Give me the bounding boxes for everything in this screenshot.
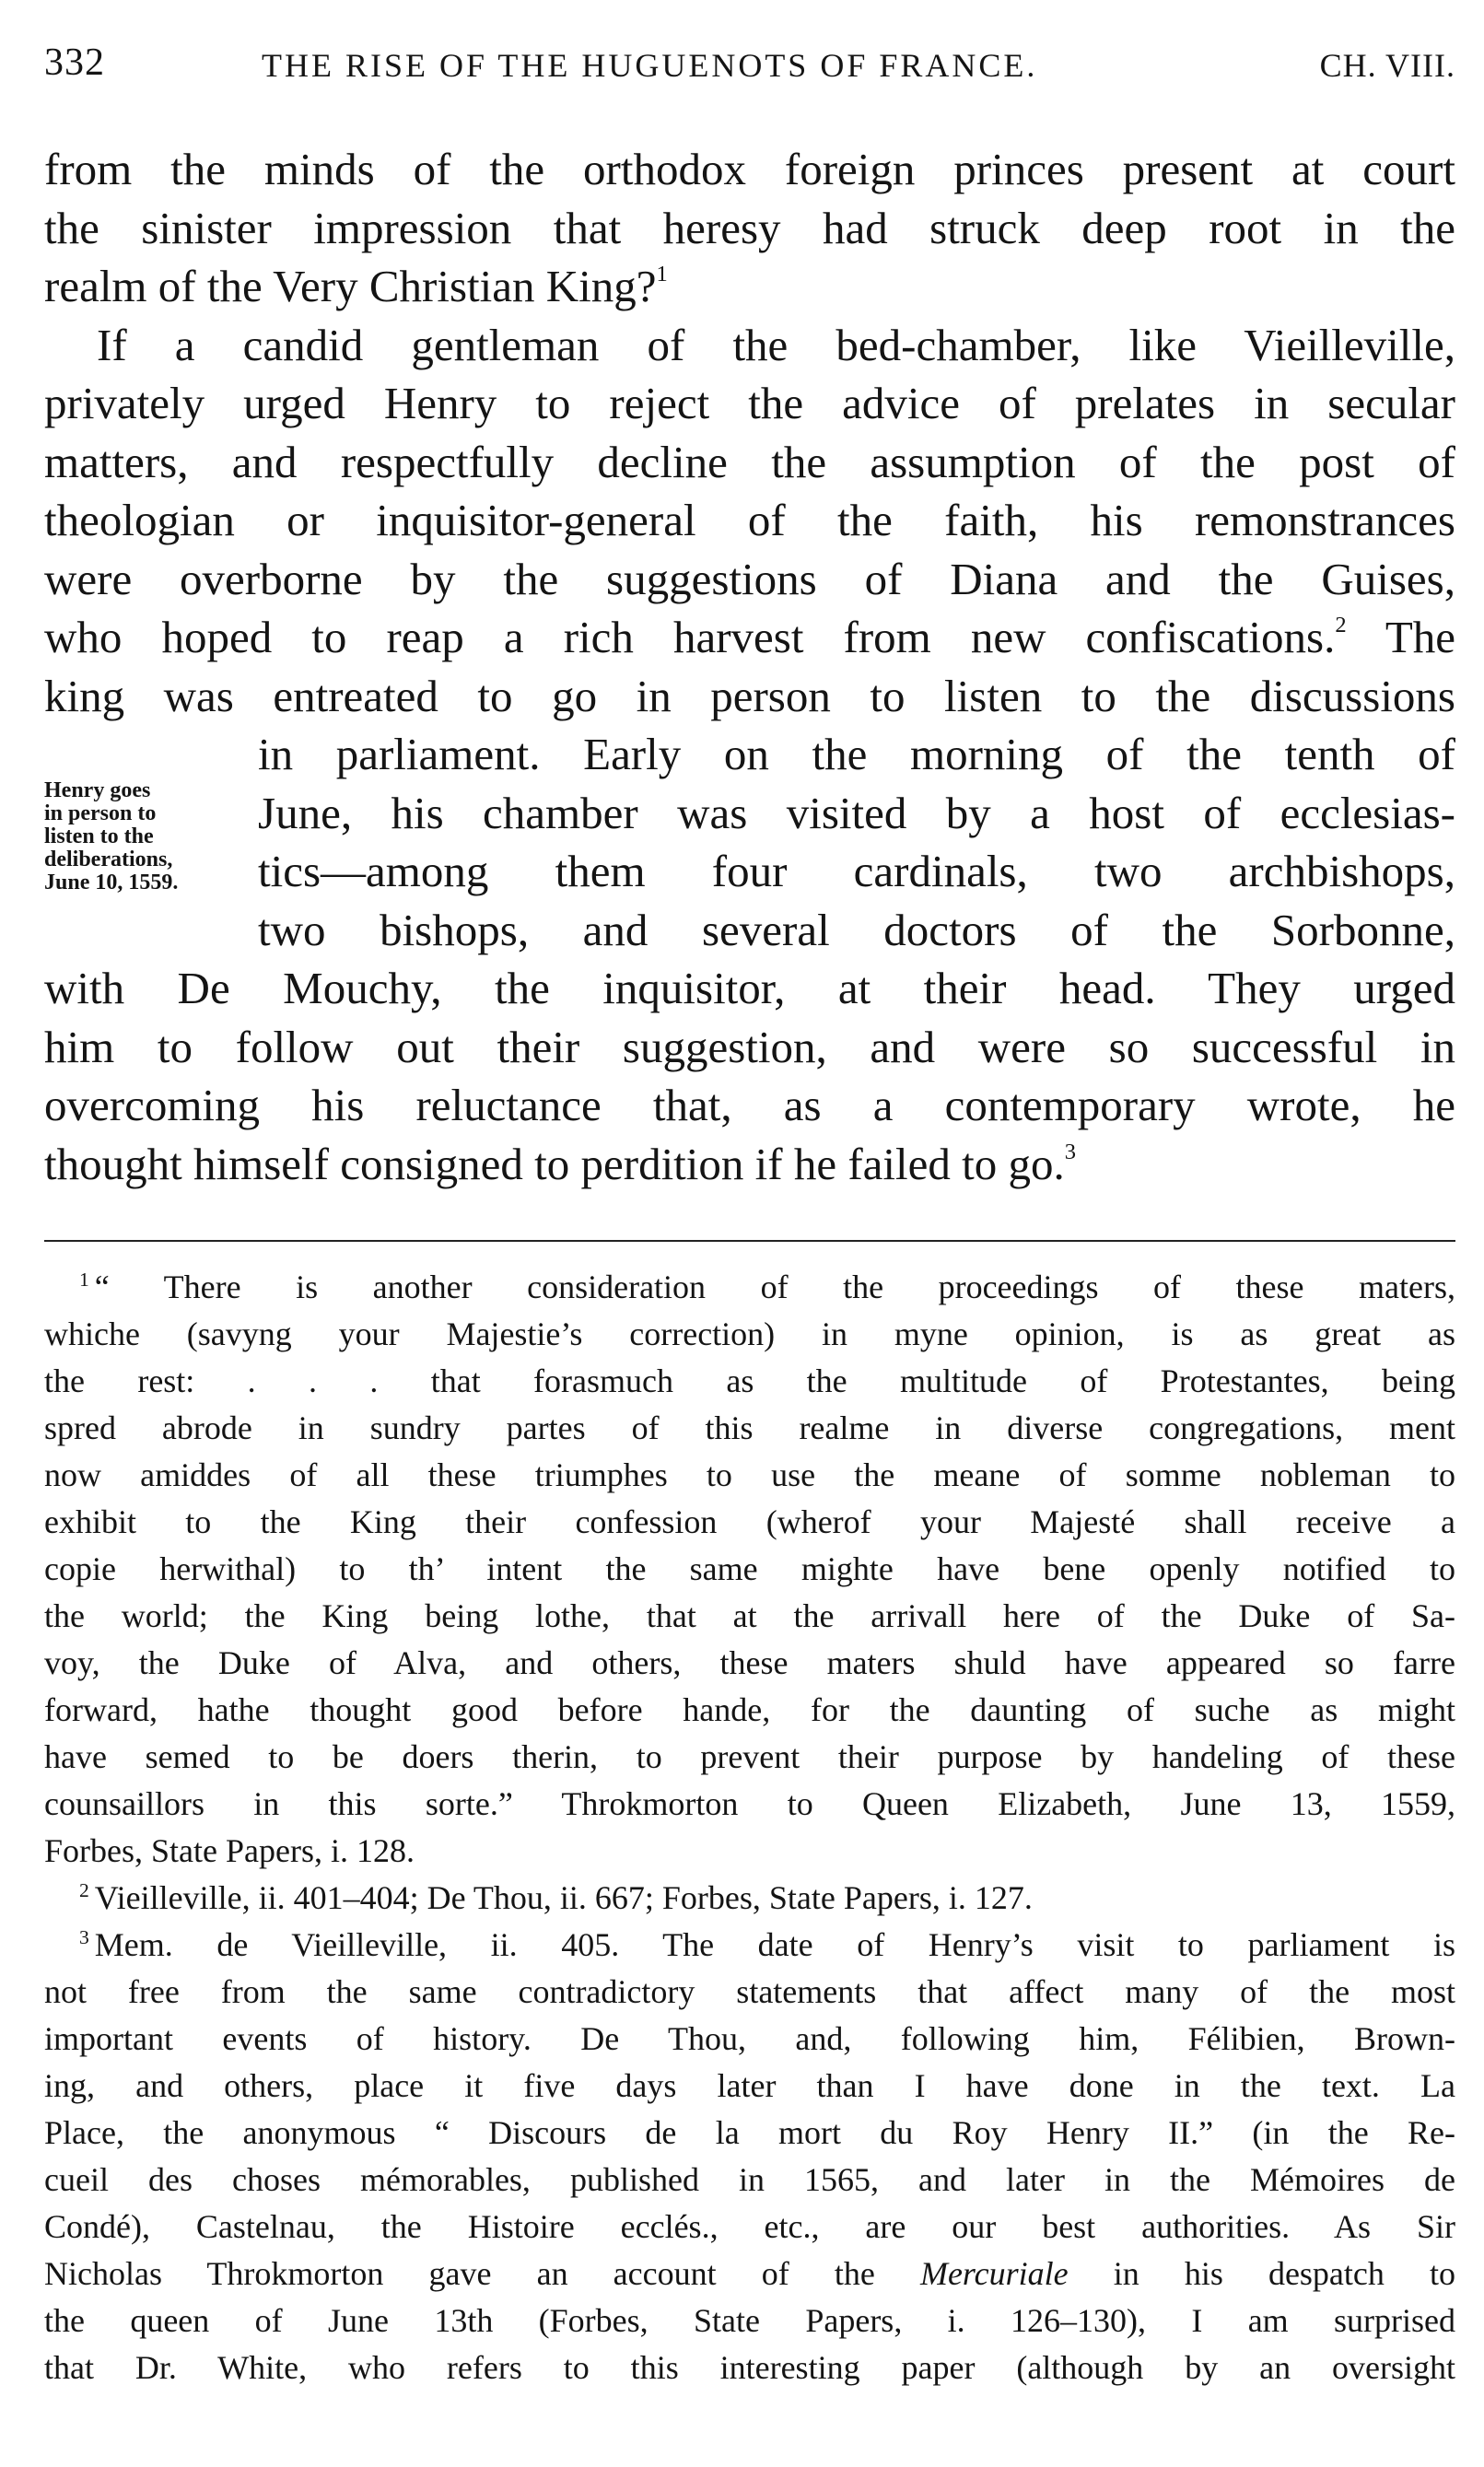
footnote-line: voy, the Duke of Alva, and others, these maters shuld have appeared so farre xyxy=(44,1644,1455,1681)
footnote-mark: 3 xyxy=(79,1926,89,1949)
footnote-line: cueil des choses mémorables, published in 1565, and later in the Mémoires de xyxy=(44,2161,1455,2198)
footnote-line: Condé), Castelnau, the Histoire ecclés., etc., are our best authorities. As Sir xyxy=(44,2208,1455,2245)
footnote-line: Forbes, State Papers, i. 128. xyxy=(44,1832,415,1869)
italic-title: Mercuriale xyxy=(919,2255,1069,2292)
footnote-line: now amiddes of all these triumphes to use the meane of somme nobleman to xyxy=(44,1456,1455,1493)
page-number: 332 xyxy=(44,41,105,84)
text-line: If a candid gentleman of the bed-chamber, like Vieilleville, xyxy=(97,319,1455,370)
footnote-line: ing, and others, place it five days later than I have done in the text. La xyxy=(44,2067,1455,2104)
main-text xyxy=(44,140,1455,1193)
footnote-ref: 3 xyxy=(1064,1139,1076,1164)
text-line: June, his chamber was visited by a host of ecclesias- xyxy=(258,787,1455,838)
footnote-divider xyxy=(44,1240,1455,1242)
footnote-line: $^3$ Mem. de Vieilleville, ii. 405. The date of Henry’s visit to parliament is xyxy=(79,1926,1455,1963)
margin-note-line: June 10, 1559. xyxy=(44,871,179,894)
text-line: matters, and respectfully decline the assumption of the post of xyxy=(44,436,1455,487)
margin-note-line: Henry goes xyxy=(44,778,151,802)
text-line: from the minds of the orthodox foreign princes present at court xyxy=(44,144,1455,194)
footnote-line: $^1$ “ There is another consideration of the proceedings of these maters, xyxy=(79,1269,1455,1305)
text-line: overcoming his reluctance that, as a contemporary wrote, he xyxy=(44,1080,1455,1130)
text-line: with De Mouchy, the inquisitor, at their head. They urged xyxy=(44,963,1455,1013)
text-line: realm of the Very Christian King?$^1$ xyxy=(44,261,668,311)
margin-note-line: in person to xyxy=(44,801,157,825)
footnote-line: spred abrode in sundry partes of this realme in diverse congregations, ment xyxy=(44,1409,1455,1446)
footnote-line: exhibit to the King their confession (wherof your Majesté shall receive a xyxy=(44,1503,1455,1540)
footnote-line: Place, the anonymous “ Discours de la mort du Roy Henry II.” (in the Re- xyxy=(44,2114,1455,2151)
footnote-mark: 2 xyxy=(79,1879,89,1902)
footnote-mark: 1 xyxy=(79,1269,89,1292)
text-line: in parliament. Early on the morning of the tenth of xyxy=(258,729,1455,779)
footnote-line: copie herwithal) to th’ intent the same mighte have bene openly notified to xyxy=(44,1550,1455,1587)
text-line: him to follow out their suggestion, and were so successful in xyxy=(44,1021,1455,1072)
running-title: THE RISE OF THE HUGUENOTS OF FRANCE. xyxy=(262,47,1038,84)
footnote-line: not free from the same contradictory statements that affect many of the most xyxy=(44,1973,1455,2010)
footnote-line: the queen of June 13th (Forbes, State Papers, i. 126–130), I am surprised xyxy=(44,2302,1455,2339)
text-line: who hoped to reap a rich harvest from new confiscations.$^2$ The xyxy=(44,612,1455,662)
footnote-line: have semed to be doers therin, to prevent their purpose by handeling of these xyxy=(44,1738,1455,1775)
running-header xyxy=(44,41,1455,92)
footnote-line: the world; the King being lothe, that at the arrivall here of the Duke of Sa- xyxy=(44,1597,1455,1634)
footnote-line: the rest: . . . that forasmuch as the multitude of Protestantes, being xyxy=(44,1362,1455,1399)
text-line: thought himself consigned to perdition if he failed to go.$^3$ xyxy=(44,1138,1076,1189)
footnote-ref: 1 xyxy=(656,261,668,286)
margin-note-line: listen to the xyxy=(44,824,154,848)
chapter-label: CH. VIII. xyxy=(1319,47,1455,84)
footnote-line: important events of history. De Thou, and, following him, Félibien, Brown- xyxy=(44,2020,1455,2057)
margin-note-line: deliberations, xyxy=(44,848,173,871)
footnote-line: whiche (savyng your Majestie’s correction) in myne opinion, is as great as xyxy=(44,1315,1455,1352)
footnotes xyxy=(44,1264,1455,2391)
text-line: theologian or inquisitor-general of the faith, his remonstrances xyxy=(44,495,1455,545)
footnote-line: forward, hathe thought good before hande, for the daunting of suche as might xyxy=(44,1691,1455,1728)
text-line: tics—among them four cardinals, two archbishops, xyxy=(258,846,1455,896)
margin-note xyxy=(44,779,251,894)
text-line: two bishops, and several doctors of the Sorbonne, xyxy=(258,904,1455,955)
text-line: were overborne by the suggestions of Diana and the Guises, xyxy=(44,553,1455,604)
text-line: privately urged Henry to reject the advice of prelates in secular xyxy=(44,378,1455,428)
footnote-ref: 2 xyxy=(1335,612,1347,637)
footnote-line: counsaillors in this sorte.” Throkmorton to Queen Elizabeth, June 13, 1559, xyxy=(44,1785,1455,1822)
footnote-line: Nicholas Throkmorton gave an account of the Mercuriale in his despatch to xyxy=(44,2255,1456,2292)
footnote-line: that Dr. White, who refers to this interesting paper (although by an oversight xyxy=(44,2349,1455,2386)
footnote-line: $^2$ Vieilleville, ii. 401–404; De Thou, ii. 667; Forbes, State Papers, i. 127. xyxy=(79,1879,1033,1916)
text-line: the sinister impression that heresy had struck deep root in the xyxy=(44,202,1455,253)
text-line: king was entreated to go in person to listen to the discussions xyxy=(44,670,1455,721)
